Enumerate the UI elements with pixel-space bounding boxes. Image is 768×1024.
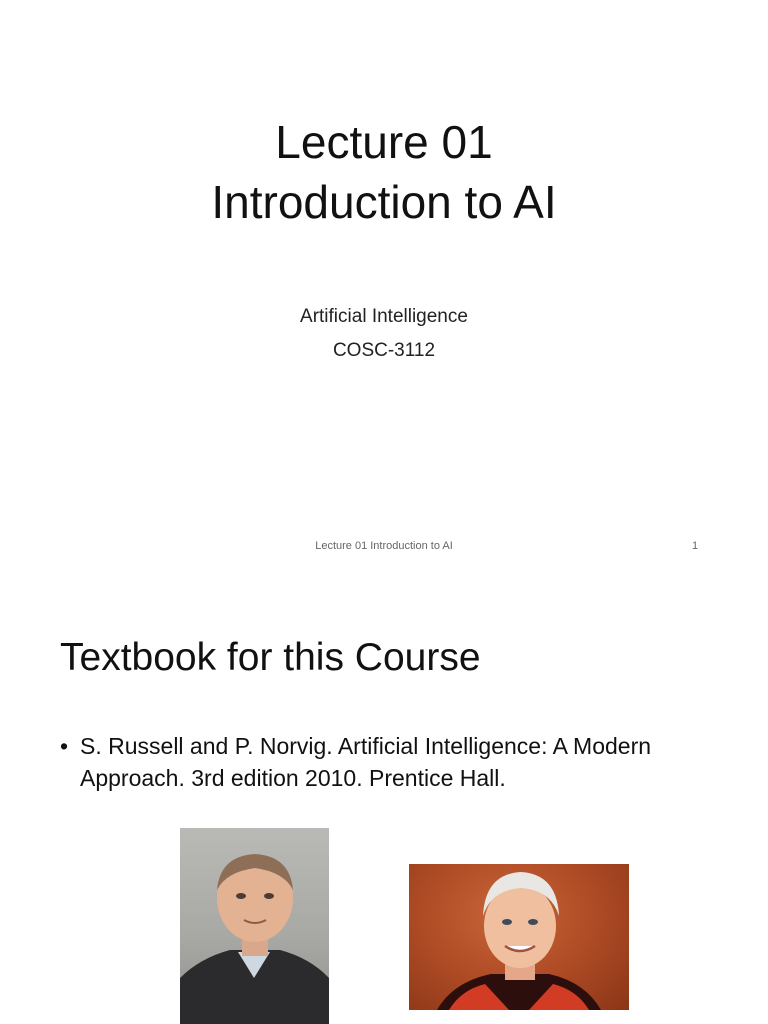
title-line-1: Lecture 01 — [275, 116, 493, 168]
page-number: 1 — [691, 540, 699, 552]
bullet-list — [60, 730, 720, 794]
list-item — [60, 730, 720, 794]
title-line-2: Introduction to AI — [211, 176, 557, 228]
slide-title — [0, 112, 768, 232]
bullet-marker: • — [60, 733, 69, 759]
portrait-photo-icon — [409, 864, 629, 1010]
author-photo-norvig — [409, 864, 629, 1010]
portrait-photo-icon — [180, 828, 329, 1024]
subtitle-course-code: COSC-3112 — [332, 340, 436, 361]
slide-footer: Lecture 01 Introduction to AI — [315, 540, 453, 552]
bullet-text: S. Russell and P. Norvig. Artificial Intelligence: A Modern Approach. 3rd edition 2010. Prentice Hall. — [80, 733, 652, 791]
slide-2 — [0, 576, 768, 1024]
slide-subtitle — [0, 300, 768, 368]
subtitle-course-name: Artificial Intelligence — [300, 306, 468, 327]
slide-title: Textbook for this Course — [60, 636, 481, 679]
author-photo-russell — [180, 828, 329, 1024]
